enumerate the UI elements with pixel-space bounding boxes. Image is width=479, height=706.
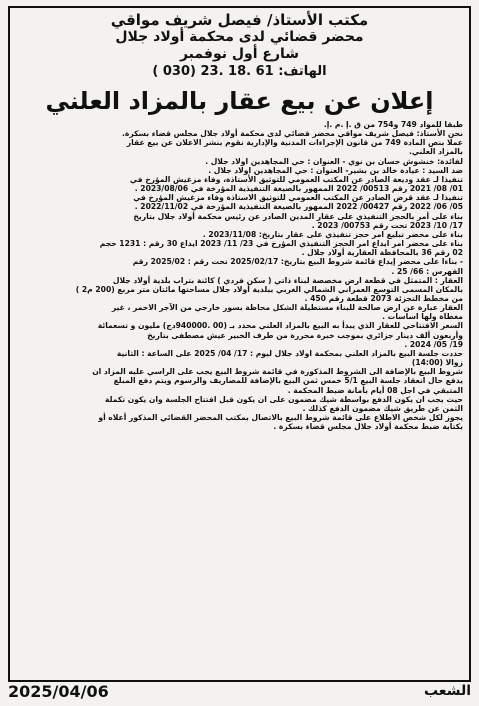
body-line: - بناءا على محضر إيداع قائمة شروط البيع بتاريخ: 2025/02/17 تحت رقم : 2025/02 رقم: [132, 257, 463, 267]
office-name: مكتب الأستاذ/ فيصل شريف مواقي: [110, 11, 369, 29]
body-line: يدفع حال انعقاد جلسة البيع 5/1 خمس ثمن البيع بالإضافة للمصاريف والرسوم ويتم دفع المبلغ: [113, 376, 463, 386]
body-line: الفهرس : 66/ 25 .: [391, 266, 463, 276]
body-line: حيث يجب ان يكون الدفع بواسطة شيك مضمون على ان يكون قبل افتتاح الجلسة وان يكون تكملة: [105, 394, 463, 404]
body-line: شروط البيع بالإضافة الى الشروط المذكورة في قائمة شروط البيع يجب على الراسي عليه المزاد ان: [92, 367, 463, 377]
body-line: بناء على محضر تبليغ امر حجز تنفيذي على عقار بتاريخ: 2023/11/08 .: [202, 229, 463, 239]
body-line: السعر الافتتاحي للعقار الذي يبدأ به البيع بالمزاد العلني محدد بـ (00 .940000دج) مليون و تسعمائة: [97, 321, 463, 331]
body-line: المتبقي في اجل 08 أيام بأمانة ضبط المحكمة .: [287, 385, 463, 395]
body-line: زوالا (14:00): [411, 358, 463, 368]
office-header: [16, 12, 463, 80]
body-line: تنفيذا لـ عقد قرض الصادر عن المكتب العمومي للتوثيق الاستاذة وفاء مزغيش المؤرخ في: [133, 193, 463, 203]
body-line: من مخطط التجزئة 2073 قطعة رقم 450 .: [304, 293, 463, 303]
body-line: نحن الأستاذ: فيصل شريف مواقي محضر قضائي لدى محكمة أولاد جلال مجلس قضاء بسكرة.: [122, 129, 463, 139]
body-line: 01/ 08/ 2021 رقم 00513/ 2022 الممهور بالصيغة التنفيذية المؤرخة في 2023/08/06 .: [134, 184, 463, 194]
body-line: بكتابة ضبط محكمة أولاد جلال مجلس قضاء بسكرة .: [273, 422, 463, 432]
announcement-frame: [8, 6, 471, 682]
body-line: لفائدة: خنشوش حسان بن نوي - العنوان : حي المجاهدين اولاد جلال .: [205, 156, 463, 166]
body-line: ضد السيد : عيادة خالد بن بشير- العنوان : حي المجاهدين اولاد جلال .: [208, 165, 463, 175]
body-line: العقار عبارة عن ارض صالحة للبناء مستطيلة الشكل محاطة بسور خارجي من الآجر الاحمر ، غير: [111, 303, 463, 313]
body-line: عملا بنص المادة 749 من قانون الإجراءات المدنية والإدارية نقوم بنشر الاعلان عن بيع عقار: [126, 138, 463, 148]
body-line: بناء على أمر بالحجز التنفيذي على عقار المدين الصادر عن رئيس محكمة أولاد جلال بتاريخ: [133, 211, 463, 221]
body-line: مغطاة ولها اساسات .: [382, 312, 463, 322]
announcement-body: [16, 120, 463, 431]
body-line: 05/ 06/ 2022 رقم 00427/ 2022 الممهور بالصيغة التنفيذية المؤرخة في 2022/11/02 .: [134, 202, 463, 212]
publication-date: 2025/04/06: [8, 681, 109, 701]
office-role: محضر قضائي لدى محكمة أولاد جلال: [115, 29, 364, 45]
body-line: الثمن عن طريق شيك مضمون الدفع كذلك .: [302, 403, 463, 413]
announcement-title: إعلان عن بيع عقار بالمزاد العلني: [45, 87, 434, 115]
office-phone: الهاتف: 61 .18 .23 (030 ): [152, 64, 327, 79]
body-line: تنفيذا لـ عقد وديعة الصادر عن المكتب العمومي للتوثيق الأستاذة، وفاء مزغيش المؤرخ في: [129, 174, 463, 184]
publication-footer: [8, 680, 471, 702]
body-line: 17/ 10/ 2023 تحت رقم 00753/ 2023 .: [311, 220, 463, 230]
body-line: 02 رقم 36 بالمحافظة العقارية أولاد جلال .: [301, 248, 463, 258]
body-line: بناء على محضر امر ايداع امر الحجز التنفيذي المؤرخ في 23/ 11/ 2023 ايداع 30 رقم : 1231 حجم: [99, 239, 463, 249]
body-line: 19/ 05/ 2024 .: [404, 339, 463, 349]
newspaper-name: الشعب: [423, 683, 471, 699]
body-line: حددت جلسة البيع بالمزاد العلني بمحكمة اولاد جلال ليوم : 17/ 04/ 2025 على الساعة : الثانية: [116, 348, 463, 358]
body-line: بالمزاد العلني.: [408, 147, 463, 157]
body-line: بالمكان المسمى التوسع العمراني الشمالي الغربي ببلدية أولاد جلال مساحتها مائتان متر مربع (200 م2 ): [75, 284, 463, 294]
office-address: شارع أول نوفمبر: [179, 46, 300, 62]
body-line: وأربعون ألف دينار جزائري بموجب خبرة محررة من طرف الخبير عيش مصطفى بتاريخ: [147, 330, 463, 340]
body-line: العقار : المتمثل في قطعة ارض مخصصة لبناء ذاتي ( سكن فردي ) كائنة بتراب بلدية أولاد جلال: [112, 275, 463, 285]
body-line: طبقا للمواد 749 و754 من ق .إ .م .إ.: [323, 120, 463, 129]
body-line: يجوز لكل شخص الاطلاع على قائمة شروط البيع بالاتصال بمكتب المحضر القضائي المذكور أعلاه أو: [98, 413, 463, 422]
